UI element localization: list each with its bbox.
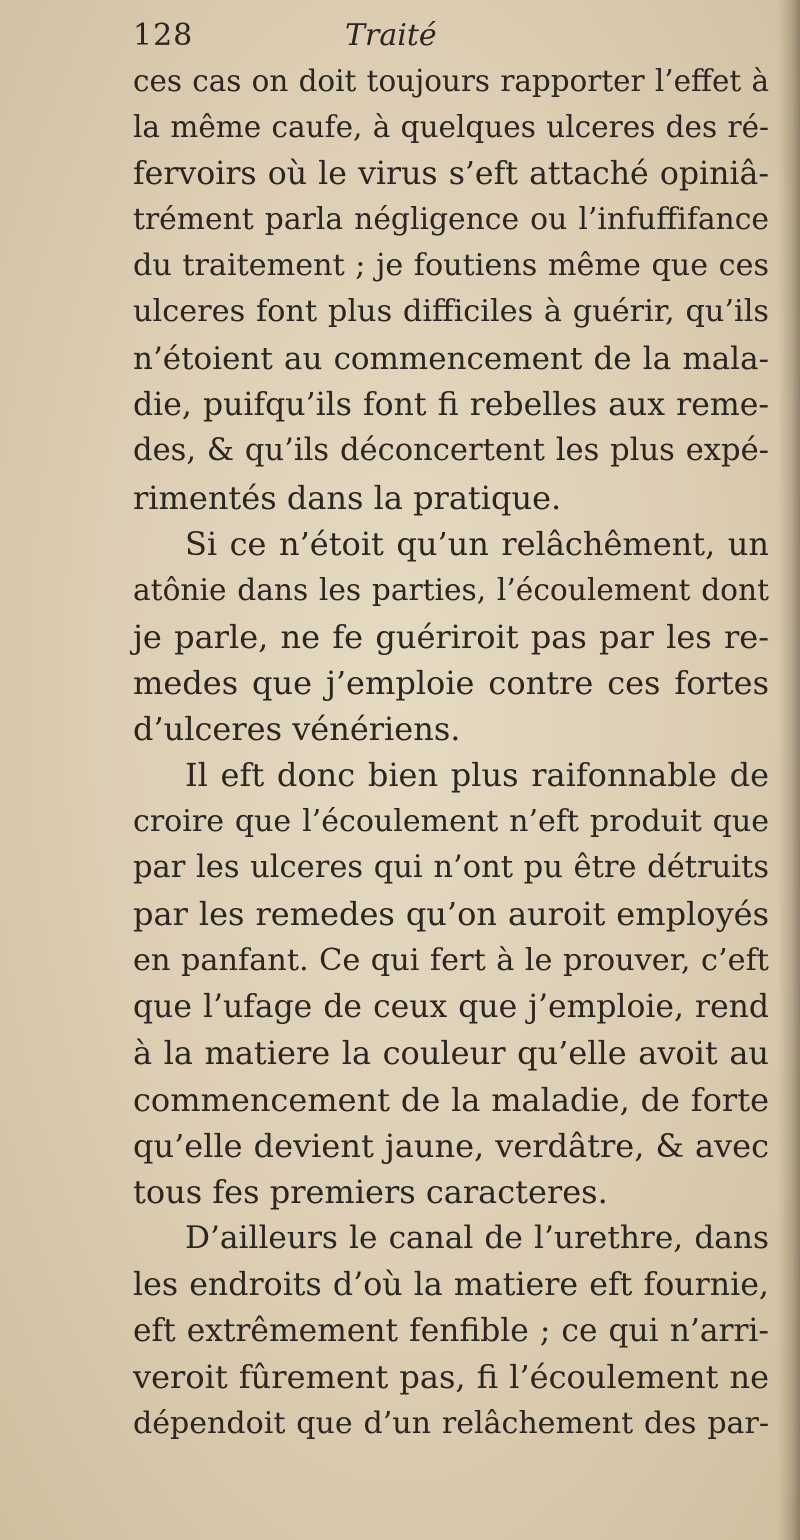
text-line: les endroits d’où la matiere eft fournie,: [133, 1266, 769, 1303]
text-line: die, puifqu’ils font fi rebelles aux reme-: [133, 387, 769, 424]
text-line: en panfant. Ce qui fert à le prouver, c’eft: [133, 942, 769, 978]
page-number: 128: [133, 18, 194, 53]
text-line: eft extrêmement fenfible ; ce qui n’arri-: [133, 1313, 769, 1350]
text-line: ulceres font plus difficiles à guérir, qu’ils: [133, 294, 769, 330]
text-line: fervoirs où le virus s’eft attaché opiniâ-: [133, 155, 769, 192]
text-line: medes que j’emploie contre ces fortes: [133, 663, 769, 702]
text-line: qu’elle devient jaune, verdâtre, & avec: [133, 1126, 769, 1165]
paragraph-start-line: Si ce n’étoit qu’un relâchêment, un: [185, 524, 769, 563]
running-title: Traité: [345, 18, 437, 53]
text-line: par les remedes qu’on auroit employés: [133, 895, 769, 934]
text-line: par les ulceres qui n’ont pu être détruits: [133, 850, 769, 886]
text-line: dépendoit que d’un relâchement des par-: [133, 1405, 769, 1441]
text-line: la même caufe, à quelques ulceres des ré-: [133, 110, 769, 145]
text-line: commencement de la maladie, de forte: [133, 1080, 769, 1119]
text-line: que l’ufage de ceux que j’emploie, rend: [133, 988, 769, 1025]
text-line: veroit fûrement pas, fi l’écoulement ne: [133, 1358, 769, 1397]
text-line: du traitement ; je foutiens même que ces: [133, 248, 769, 284]
text-line: trément parla négligence ou l’infuffifance: [133, 201, 769, 237]
text-line: ces cas on doit toujours rapporter l’effet à: [133, 64, 769, 98]
text-line: rimentés dans la pratique.: [133, 478, 562, 517]
text-line: atônie dans les parties, l’écoulement dont: [133, 572, 769, 608]
page-edge-shadow: [778, 0, 800, 1540]
paragraph-start-line: Il eft donc bien plus raifonnable de: [185, 756, 769, 795]
text-line: des, & qu’ils déconcertent les plus expé-: [133, 433, 769, 469]
text-line: d’ulceres vénériens.: [133, 710, 461, 749]
text-line: je parle, ne fe guériroit pas par les re-: [133, 617, 769, 656]
paragraph-start-line: D’ailleurs le canal de l’urethre, dans: [185, 1220, 769, 1257]
text-line: n’étoient au commencement de la mala-: [133, 340, 769, 377]
body-text: [133, 58, 769, 1447]
text-line: croire que l’écoulement n’eft produit que: [133, 803, 769, 839]
text-line: à la matiere la couleur qu’elle avoit au: [133, 1034, 769, 1073]
text-line: tous fes premiers caracteres.: [133, 1173, 608, 1212]
